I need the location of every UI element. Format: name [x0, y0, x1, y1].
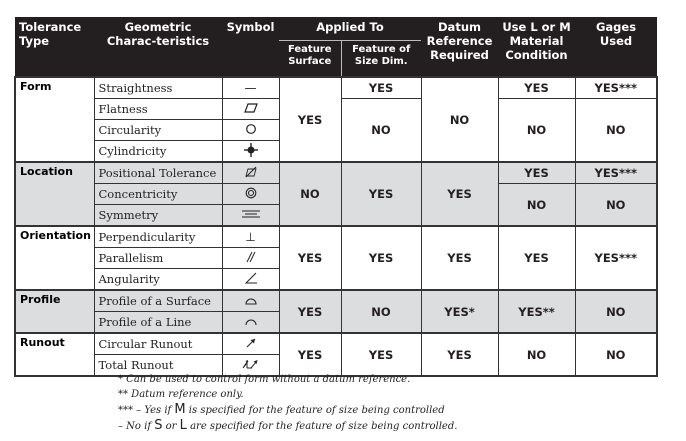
feature-of-size-value: YES [341, 226, 421, 290]
footnote-4-prefix: – No if [118, 421, 155, 432]
circular-runout-icon [222, 333, 279, 355]
symmetry-icon [222, 205, 279, 227]
table-row [15, 333, 657, 355]
profile-line-icon [222, 312, 279, 334]
header-material-condition: Use L or M Material Condition [498, 17, 575, 77]
material-condition-value: YES [498, 226, 575, 290]
parallelism-icon [222, 248, 279, 269]
feature-surface-value: YES [279, 226, 341, 290]
gdt-tolerance-table [14, 17, 658, 377]
datum-reference-value: YES* [421, 290, 498, 333]
header-geometric-characteristics: Geometric Charac-teristics [94, 17, 222, 77]
profile-surface-icon [222, 290, 279, 312]
header-feature-surface: Feature Surface [279, 41, 341, 78]
header-feature-of-size: Feature of Size Dim. [341, 41, 421, 78]
characteristic: Circularity [94, 120, 222, 141]
characteristic: Perpendicularity [94, 226, 222, 248]
gages-used-value: NO [575, 184, 657, 227]
mmc-symbol: M [174, 402, 186, 417]
feature-surface-value: YES [279, 290, 341, 333]
gages-used-value: YES*** [575, 162, 657, 184]
perpendicularity-icon: ⊥ [222, 226, 279, 248]
flatness-icon [222, 99, 279, 120]
datum-reference-value: YES [421, 226, 498, 290]
gages-used-value: YES*** [575, 77, 657, 99]
feature-surface-value: YES [279, 333, 341, 376]
material-condition-value: YES [498, 77, 575, 99]
datum-reference-value: YES [421, 333, 498, 376]
datum-reference-value: NO [421, 77, 498, 162]
footnote-4 [118, 418, 457, 434]
datum-reference-value: YES [421, 162, 498, 226]
footnote-3-suffix: is specified for the feature of size being controlled [185, 405, 445, 416]
characteristic: Flatness [94, 99, 222, 120]
material-condition-value: YES [498, 162, 575, 184]
header-datum-reference: Datum Reference Required [421, 17, 498, 77]
characteristic: Profile of a Line [94, 312, 222, 334]
concentricity-icon [222, 184, 279, 205]
type-runout: Runout [15, 333, 94, 376]
characteristic: Cylindricity [94, 141, 222, 163]
straightness-icon: — [222, 77, 279, 99]
gages-used-value: NO [575, 290, 657, 333]
characteristic: Parallelism [94, 248, 222, 269]
angularity-icon [222, 269, 279, 291]
header-gages-used: Gages Used [575, 17, 657, 77]
feature-surface-value: NO [279, 162, 341, 226]
footnote-1: * Can be used to control form without a datum reference. [118, 374, 411, 385]
footnote-3-prefix: *** – Yes if [118, 405, 175, 416]
characteristic: Straightness [94, 77, 222, 99]
gages-used-value: NO [575, 99, 657, 163]
material-condition-value: YES** [498, 290, 575, 333]
material-condition-value: NO [498, 333, 575, 376]
type-form: Form [15, 77, 94, 162]
gdt-table-container [14, 17, 656, 377]
footnote-4-or: or [162, 421, 180, 432]
footnote-3 [118, 402, 457, 418]
characteristic: Angularity [94, 269, 222, 291]
footnotes [118, 372, 457, 434]
table-row [15, 162, 657, 184]
position-icon [222, 162, 279, 184]
footnote-2: ** Datum reference only. [118, 389, 244, 400]
characteristic: Profile of a Surface [94, 290, 222, 312]
material-condition-value: NO [498, 99, 575, 163]
header-tolerance-type: Tolerance Type [15, 17, 94, 77]
material-condition-value: NO [498, 184, 575, 227]
header-symbol: Symbol [222, 17, 279, 77]
lmc-symbol: L [179, 418, 187, 433]
circularity-icon [222, 120, 279, 141]
gages-used-value: YES*** [575, 226, 657, 290]
type-profile: Profile [15, 290, 94, 333]
feature-of-size-value: NO [341, 99, 421, 163]
rfs-symbol: S [154, 418, 163, 433]
type-orientation: Orientation [15, 226, 94, 290]
gages-used-value: NO [575, 333, 657, 376]
footnote-4-suffix: are specified for the feature of size being controlled. [186, 421, 458, 432]
characteristic: Symmetry [94, 205, 222, 227]
characteristic: Total Runout [94, 355, 222, 377]
feature-of-size-value: YES [341, 333, 421, 376]
characteristic: Circular Runout [94, 333, 222, 355]
table-row [15, 290, 657, 312]
characteristic: Positional Tolerance [94, 162, 222, 184]
feature-surface-value: YES [279, 77, 341, 162]
table-row [15, 77, 657, 99]
type-location: Location [15, 162, 94, 226]
feature-of-size-value: NO [341, 290, 421, 333]
table-row [15, 226, 657, 248]
cylindricity-icon [222, 141, 279, 163]
feature-of-size-value: YES [341, 77, 421, 99]
feature-of-size-value: YES [341, 162, 421, 226]
characteristic: Concentricity [94, 184, 222, 205]
header-applied-to: Applied To [279, 17, 421, 41]
